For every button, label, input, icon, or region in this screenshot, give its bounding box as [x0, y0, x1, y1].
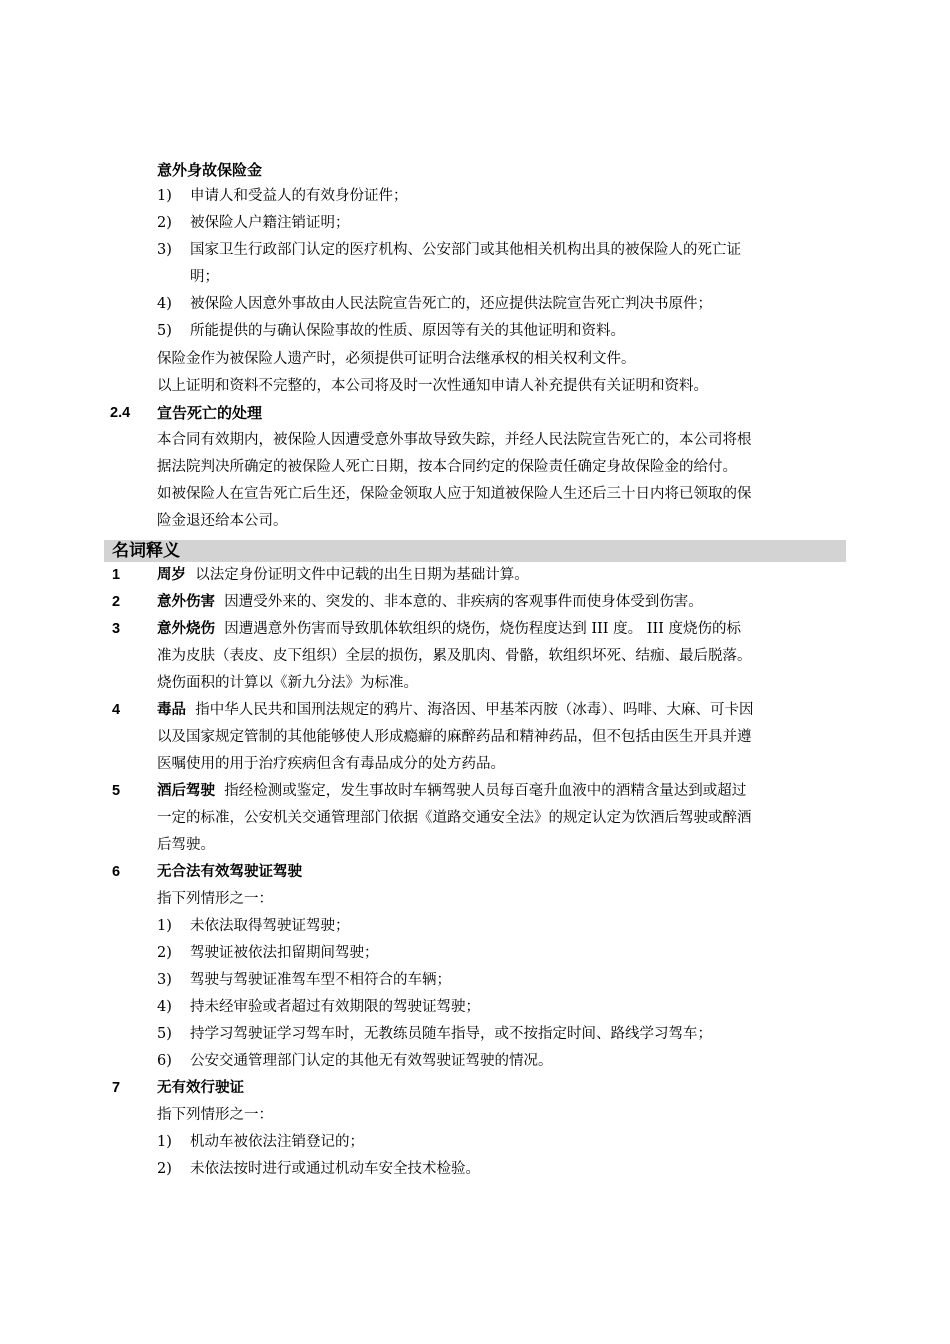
- list-item-text: 驾驶与驾驶证准驾车型不相符合的车辆；: [190, 972, 451, 988]
- term-number: 5: [112, 783, 121, 799]
- list-item-number: 2): [157, 945, 172, 961]
- term-entry: [157, 781, 746, 801]
- term-number: 7: [112, 1080, 121, 1096]
- list-item-number: 4): [157, 296, 172, 312]
- term-definition-line: 烧伤面积的计算以《新九分法》为标准。: [157, 675, 418, 691]
- term-definition-line: 医嘱使用的用于治疗疾病但含有毒品成分的处方药品。: [157, 756, 505, 772]
- list-item-number: 4): [157, 999, 172, 1015]
- list-item-number: 1): [157, 1134, 172, 1150]
- term-name: 无有效行驶证: [157, 1079, 244, 1096]
- list-item-number: 1): [157, 188, 172, 204]
- term-definition-line: 一定的标准，公安机关交通管理部门依据《道路交通安全法》的规定认定为饮酒后驾驶或醉酒: [157, 810, 752, 826]
- term-name: 无合法有效驾驶证驾驶: [157, 863, 302, 880]
- list-item-number: 5): [157, 1026, 172, 1042]
- term-name: 酒后驾驶: [157, 782, 215, 799]
- list-item-number: 6): [157, 1053, 172, 1069]
- paragraph-line: 以上证明和资料不完整的，本公司将及时一次性通知申请人补充提供有关证明和资料。: [157, 378, 708, 394]
- term-definition-line: 后驾驶。: [157, 837, 215, 853]
- paragraph-line: 险金退还给本公司。: [157, 513, 288, 529]
- term-name: 周岁: [157, 566, 186, 583]
- list-item-text: 国家卫生行政部门认定的医疗机构、公安部门或其他相关机构出具的被保险人的死亡证: [190, 242, 741, 258]
- term-definition: 因遭受外来的、突发的、非本意的、非疾病的客观事件而使身体受到伤害。: [224, 594, 703, 610]
- paragraph-line: 本合同有效期内，被保险人因遭受意外事故导致失踪，并经人民法院宣告死亡的，本公司将根: [157, 432, 752, 448]
- term-intro: 指下列情形之一：: [157, 891, 273, 907]
- term-intro: 指下列情形之一：: [157, 1107, 273, 1123]
- list-item-text: 驾驶证被依法扣留期间驾驶；: [190, 945, 379, 961]
- paragraph-line: 如被保险人在宣告死亡后生还，保险金领取人应于知道被保险人生还后三十日内将已领取的保: [157, 486, 752, 502]
- term-name: 毒品: [157, 701, 186, 718]
- list-item-text: 申请人和受益人的有效身份证件；: [190, 188, 408, 204]
- section-title: 宣告死亡的处理: [157, 404, 263, 422]
- term-number: 6: [112, 864, 121, 880]
- list-item-text: 未依法按时进行或通过机动车安全技术检验。: [190, 1161, 480, 1177]
- term-entry: [157, 619, 741, 639]
- term-entry: [157, 700, 753, 720]
- list-item-number: 5): [157, 323, 172, 339]
- paragraph-line: 据法院判决所确定的被保险人死亡日期，按本合同约定的保险责任确定身故保险金的给付。: [157, 459, 737, 475]
- list-item-text: 机动车被依法注销登记的；: [190, 1134, 364, 1150]
- term-entry: [157, 565, 529, 585]
- list-item-number: 1): [157, 918, 172, 934]
- list-item-text: 持学习驾驶证学习驾车时，无教练员随车指导，或不按指定时间、路线学习驾车；: [190, 1026, 712, 1042]
- list-item-text: 公安交通管理部门认定的其他无有效驾驶证驾驶的情况。: [190, 1053, 553, 1069]
- term-number: 1: [112, 567, 121, 583]
- term-number: 3: [112, 621, 121, 637]
- list-item-text: 持未经审验或者超过有效期限的驾驶证驾驶；: [190, 999, 480, 1015]
- term-name: 意外烧伤: [157, 620, 215, 637]
- term-definition-line: 准为皮肤（表皮、皮下组织）全层的损伤，累及肌肉、骨骼，软组织坏死、结痂、最后脱落。: [157, 648, 752, 664]
- term-entry: [157, 592, 703, 612]
- list-item-number: 2): [157, 1161, 172, 1177]
- section-number: 2.4: [110, 405, 131, 421]
- glossary-title: 名词释义: [112, 541, 180, 561]
- list-item-number: 3): [157, 242, 172, 258]
- list-item-number: 3): [157, 972, 172, 988]
- list-item-text: 所能提供的与确认保险事故的性质、原因等有关的其他证明和资料。: [190, 323, 625, 339]
- term-definition-line: 以及国家规定管制的其他能够使人形成瘾癖的麻醉药品和精神药品，但不包括由医生开具并遵: [157, 729, 752, 745]
- glossary-header: [104, 540, 846, 562]
- term-name: 意外伤害: [157, 593, 215, 610]
- list-item-text: 被保险人户籍注销证明；: [190, 215, 350, 231]
- term-definition: 以法定身份证明文件中记载的出生日期为基础计算。: [195, 567, 529, 583]
- list-item-continuation: 明；: [190, 269, 219, 285]
- accident-death-heading: 意外身故保险金: [157, 161, 263, 179]
- term-definition: 指经检测或鉴定，发生事故时车辆驾驶人员每百毫升血液中的酒精含量达到或超过: [224, 783, 747, 799]
- list-item-text: 未依法取得驾驶证驾驶；: [190, 918, 350, 934]
- term-number: 4: [112, 702, 121, 718]
- term-number: 2: [112, 594, 121, 610]
- list-item-number: 2): [157, 215, 172, 231]
- term-definition: 指中华人民共和国刑法规定的鸦片、海洛因、甲基苯丙胺（冰毒）、吗啡、大麻、可卡因: [195, 702, 754, 718]
- paragraph-line: 保险金作为被保险人遗产时，必须提供可证明合法继承权的相关权利文件。: [157, 351, 636, 367]
- list-item-text: 被保险人因意外事故由人民法院宣告死亡的，还应提供法院宣告死亡判决书原件；: [190, 296, 712, 312]
- term-definition: 因遭遇意外伤害而导致肌体软组织的烧伤，烧伤程度达到 III 度。 III 度烧伤的标: [224, 621, 742, 637]
